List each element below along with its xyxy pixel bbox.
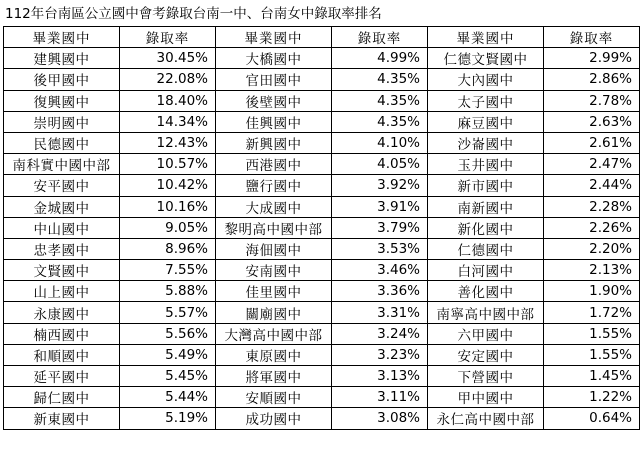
admission-rate-1: 5.49% xyxy=(120,344,216,365)
admission-rate-1: 10.42% xyxy=(120,175,216,196)
admission-rate-2: 4.10% xyxy=(332,132,428,153)
school-name-1: 復興國中 xyxy=(4,90,120,111)
school-name-1: 南科實中國中部 xyxy=(4,154,120,175)
admission-rate-2: 3.13% xyxy=(332,366,428,387)
column-header-school-2: 畢業國中 xyxy=(216,27,332,48)
table-row xyxy=(4,111,640,132)
column-header-rate-1: 錄取率 xyxy=(120,27,216,48)
admission-rate-3: 2.61% xyxy=(544,132,640,153)
column-header-rate-3: 錄取率 xyxy=(544,27,640,48)
school-name-1: 楠西國中 xyxy=(4,323,120,344)
admission-rate-2: 4.35% xyxy=(332,90,428,111)
school-name-2: 將軍國中 xyxy=(216,366,332,387)
admission-rate-1: 10.16% xyxy=(120,196,216,217)
admission-rate-1: 30.45% xyxy=(120,48,216,69)
school-name-3: 仁德文賢國中 xyxy=(428,48,544,69)
school-name-1: 建興國中 xyxy=(4,48,120,69)
admission-rate-2: 3.53% xyxy=(332,238,428,259)
school-name-2: 安順國中 xyxy=(216,387,332,408)
table-body xyxy=(4,48,640,429)
table-row xyxy=(4,69,640,90)
school-name-3: 下營國中 xyxy=(428,366,544,387)
admission-rate-3: 2.86% xyxy=(544,69,640,90)
school-name-1: 民德國中 xyxy=(4,132,120,153)
school-name-3: 六甲國中 xyxy=(428,323,544,344)
school-name-2: 安南國中 xyxy=(216,260,332,281)
school-name-2: 佳興國中 xyxy=(216,111,332,132)
school-name-3: 永仁高中國中部 xyxy=(428,408,544,429)
school-name-3: 南寧高中國中部 xyxy=(428,302,544,323)
school-name-1: 新東國中 xyxy=(4,408,120,429)
admission-rate-3: 1.72% xyxy=(544,302,640,323)
table-row xyxy=(4,132,640,153)
column-header-school-3: 畢業國中 xyxy=(428,27,544,48)
table-row xyxy=(4,217,640,238)
admission-rate-1: 9.05% xyxy=(120,217,216,238)
table-header-row xyxy=(4,27,640,48)
admission-rate-3: 2.13% xyxy=(544,260,640,281)
admission-rate-1: 5.57% xyxy=(120,302,216,323)
table-row xyxy=(4,90,640,111)
admission-rate-2: 4.35% xyxy=(332,69,428,90)
school-name-1: 山上國中 xyxy=(4,281,120,302)
school-name-2: 鹽行國中 xyxy=(216,175,332,196)
admission-rate-2: 4.05% xyxy=(332,154,428,175)
admission-rate-2: 3.08% xyxy=(332,408,428,429)
school-name-2: 海佃國中 xyxy=(216,238,332,259)
table-row xyxy=(4,281,640,302)
school-name-2: 佳里國中 xyxy=(216,281,332,302)
admission-rate-3: 1.55% xyxy=(544,344,640,365)
admission-rate-1: 5.45% xyxy=(120,366,216,387)
school-name-1: 金城國中 xyxy=(4,196,120,217)
school-name-2: 東原國中 xyxy=(216,344,332,365)
admission-rate-2: 3.92% xyxy=(332,175,428,196)
table-row xyxy=(4,366,640,387)
admission-rate-1: 10.57% xyxy=(120,154,216,175)
school-name-2: 關廟國中 xyxy=(216,302,332,323)
table-row xyxy=(4,154,640,175)
school-name-3: 大內國中 xyxy=(428,69,544,90)
school-name-3: 甲中國中 xyxy=(428,387,544,408)
school-name-3: 仁德國中 xyxy=(428,238,544,259)
school-name-2: 黎明高中國中部 xyxy=(216,217,332,238)
admission-rate-2: 3.23% xyxy=(332,344,428,365)
school-name-1: 文賢國中 xyxy=(4,260,120,281)
school-name-3: 善化國中 xyxy=(428,281,544,302)
table-row xyxy=(4,260,640,281)
table-row xyxy=(4,48,640,69)
school-name-1: 歸仁國中 xyxy=(4,387,120,408)
table-row xyxy=(4,238,640,259)
school-name-2: 後壁國中 xyxy=(216,90,332,111)
admission-rate-3: 2.47% xyxy=(544,154,640,175)
school-name-1: 延平國中 xyxy=(4,366,120,387)
column-header-rate-2: 錄取率 xyxy=(332,27,428,48)
admission-rate-3: 2.44% xyxy=(544,175,640,196)
admission-rate-3: 1.55% xyxy=(544,323,640,344)
admission-rate-3: 2.78% xyxy=(544,90,640,111)
school-name-2: 新興國中 xyxy=(216,132,332,153)
admission-rate-3: 0.64% xyxy=(544,408,640,429)
school-name-1: 安平國中 xyxy=(4,175,120,196)
school-name-3: 麻豆國中 xyxy=(428,111,544,132)
school-name-3: 沙崙國中 xyxy=(428,132,544,153)
admission-rate-3: 1.90% xyxy=(544,281,640,302)
admission-rate-2: 4.99% xyxy=(332,48,428,69)
admission-rate-2: 3.31% xyxy=(332,302,428,323)
page-title: 112年台南區公立國中會考錄取台南一中、台南女中錄取率排名 xyxy=(5,6,382,22)
school-name-2: 大灣高中國中部 xyxy=(216,323,332,344)
admission-rate-3: 2.63% xyxy=(544,111,640,132)
school-name-3: 玉井國中 xyxy=(428,154,544,175)
ranking-table xyxy=(3,26,640,430)
school-name-1: 忠孝國中 xyxy=(4,238,120,259)
admission-rate-1: 5.88% xyxy=(120,281,216,302)
school-name-2: 大橋國中 xyxy=(216,48,332,69)
admission-rate-2: 3.79% xyxy=(332,217,428,238)
admission-rate-1: 12.43% xyxy=(120,132,216,153)
admission-rate-1: 8.96% xyxy=(120,238,216,259)
school-name-1: 崇明國中 xyxy=(4,111,120,132)
admission-rate-1: 14.34% xyxy=(120,111,216,132)
admission-rate-3: 2.28% xyxy=(544,196,640,217)
admission-rate-1: 5.19% xyxy=(120,408,216,429)
admission-rate-2: 3.24% xyxy=(332,323,428,344)
admission-rate-1: 18.40% xyxy=(120,90,216,111)
admission-rate-2: 4.35% xyxy=(332,111,428,132)
table-row xyxy=(4,302,640,323)
school-name-3: 南新國中 xyxy=(428,196,544,217)
school-name-2: 西港國中 xyxy=(216,154,332,175)
school-name-2: 大成國中 xyxy=(216,196,332,217)
school-name-1: 和順國中 xyxy=(4,344,120,365)
admission-rate-1: 22.08% xyxy=(120,69,216,90)
admission-rate-3: 1.22% xyxy=(544,387,640,408)
school-name-3: 白河國中 xyxy=(428,260,544,281)
school-name-3: 太子國中 xyxy=(428,90,544,111)
school-name-1: 中山國中 xyxy=(4,217,120,238)
school-name-3: 新市國中 xyxy=(428,175,544,196)
admission-rate-3: 2.20% xyxy=(544,238,640,259)
admission-rate-1: 5.56% xyxy=(120,323,216,344)
school-name-3: 安定國中 xyxy=(428,344,544,365)
admission-rate-3: 2.99% xyxy=(544,48,640,69)
school-name-1: 永康國中 xyxy=(4,302,120,323)
admission-rate-2: 3.11% xyxy=(332,387,428,408)
admission-rate-2: 3.36% xyxy=(332,281,428,302)
table-row xyxy=(4,387,640,408)
column-header-school-1: 畢業國中 xyxy=(4,27,120,48)
school-name-2: 官田國中 xyxy=(216,69,332,90)
table-row xyxy=(4,323,640,344)
admission-rate-2: 3.46% xyxy=(332,260,428,281)
school-name-2: 成功國中 xyxy=(216,408,332,429)
admission-rate-3: 1.45% xyxy=(544,366,640,387)
admission-rate-2: 3.91% xyxy=(332,196,428,217)
table-row xyxy=(4,196,640,217)
admission-rate-1: 7.55% xyxy=(120,260,216,281)
admission-rate-1: 5.44% xyxy=(120,387,216,408)
school-name-1: 後甲國中 xyxy=(4,69,120,90)
admission-rate-3: 2.26% xyxy=(544,217,640,238)
table-row xyxy=(4,175,640,196)
table-row xyxy=(4,344,640,365)
table-row xyxy=(4,408,640,429)
school-name-3: 新化國中 xyxy=(428,217,544,238)
